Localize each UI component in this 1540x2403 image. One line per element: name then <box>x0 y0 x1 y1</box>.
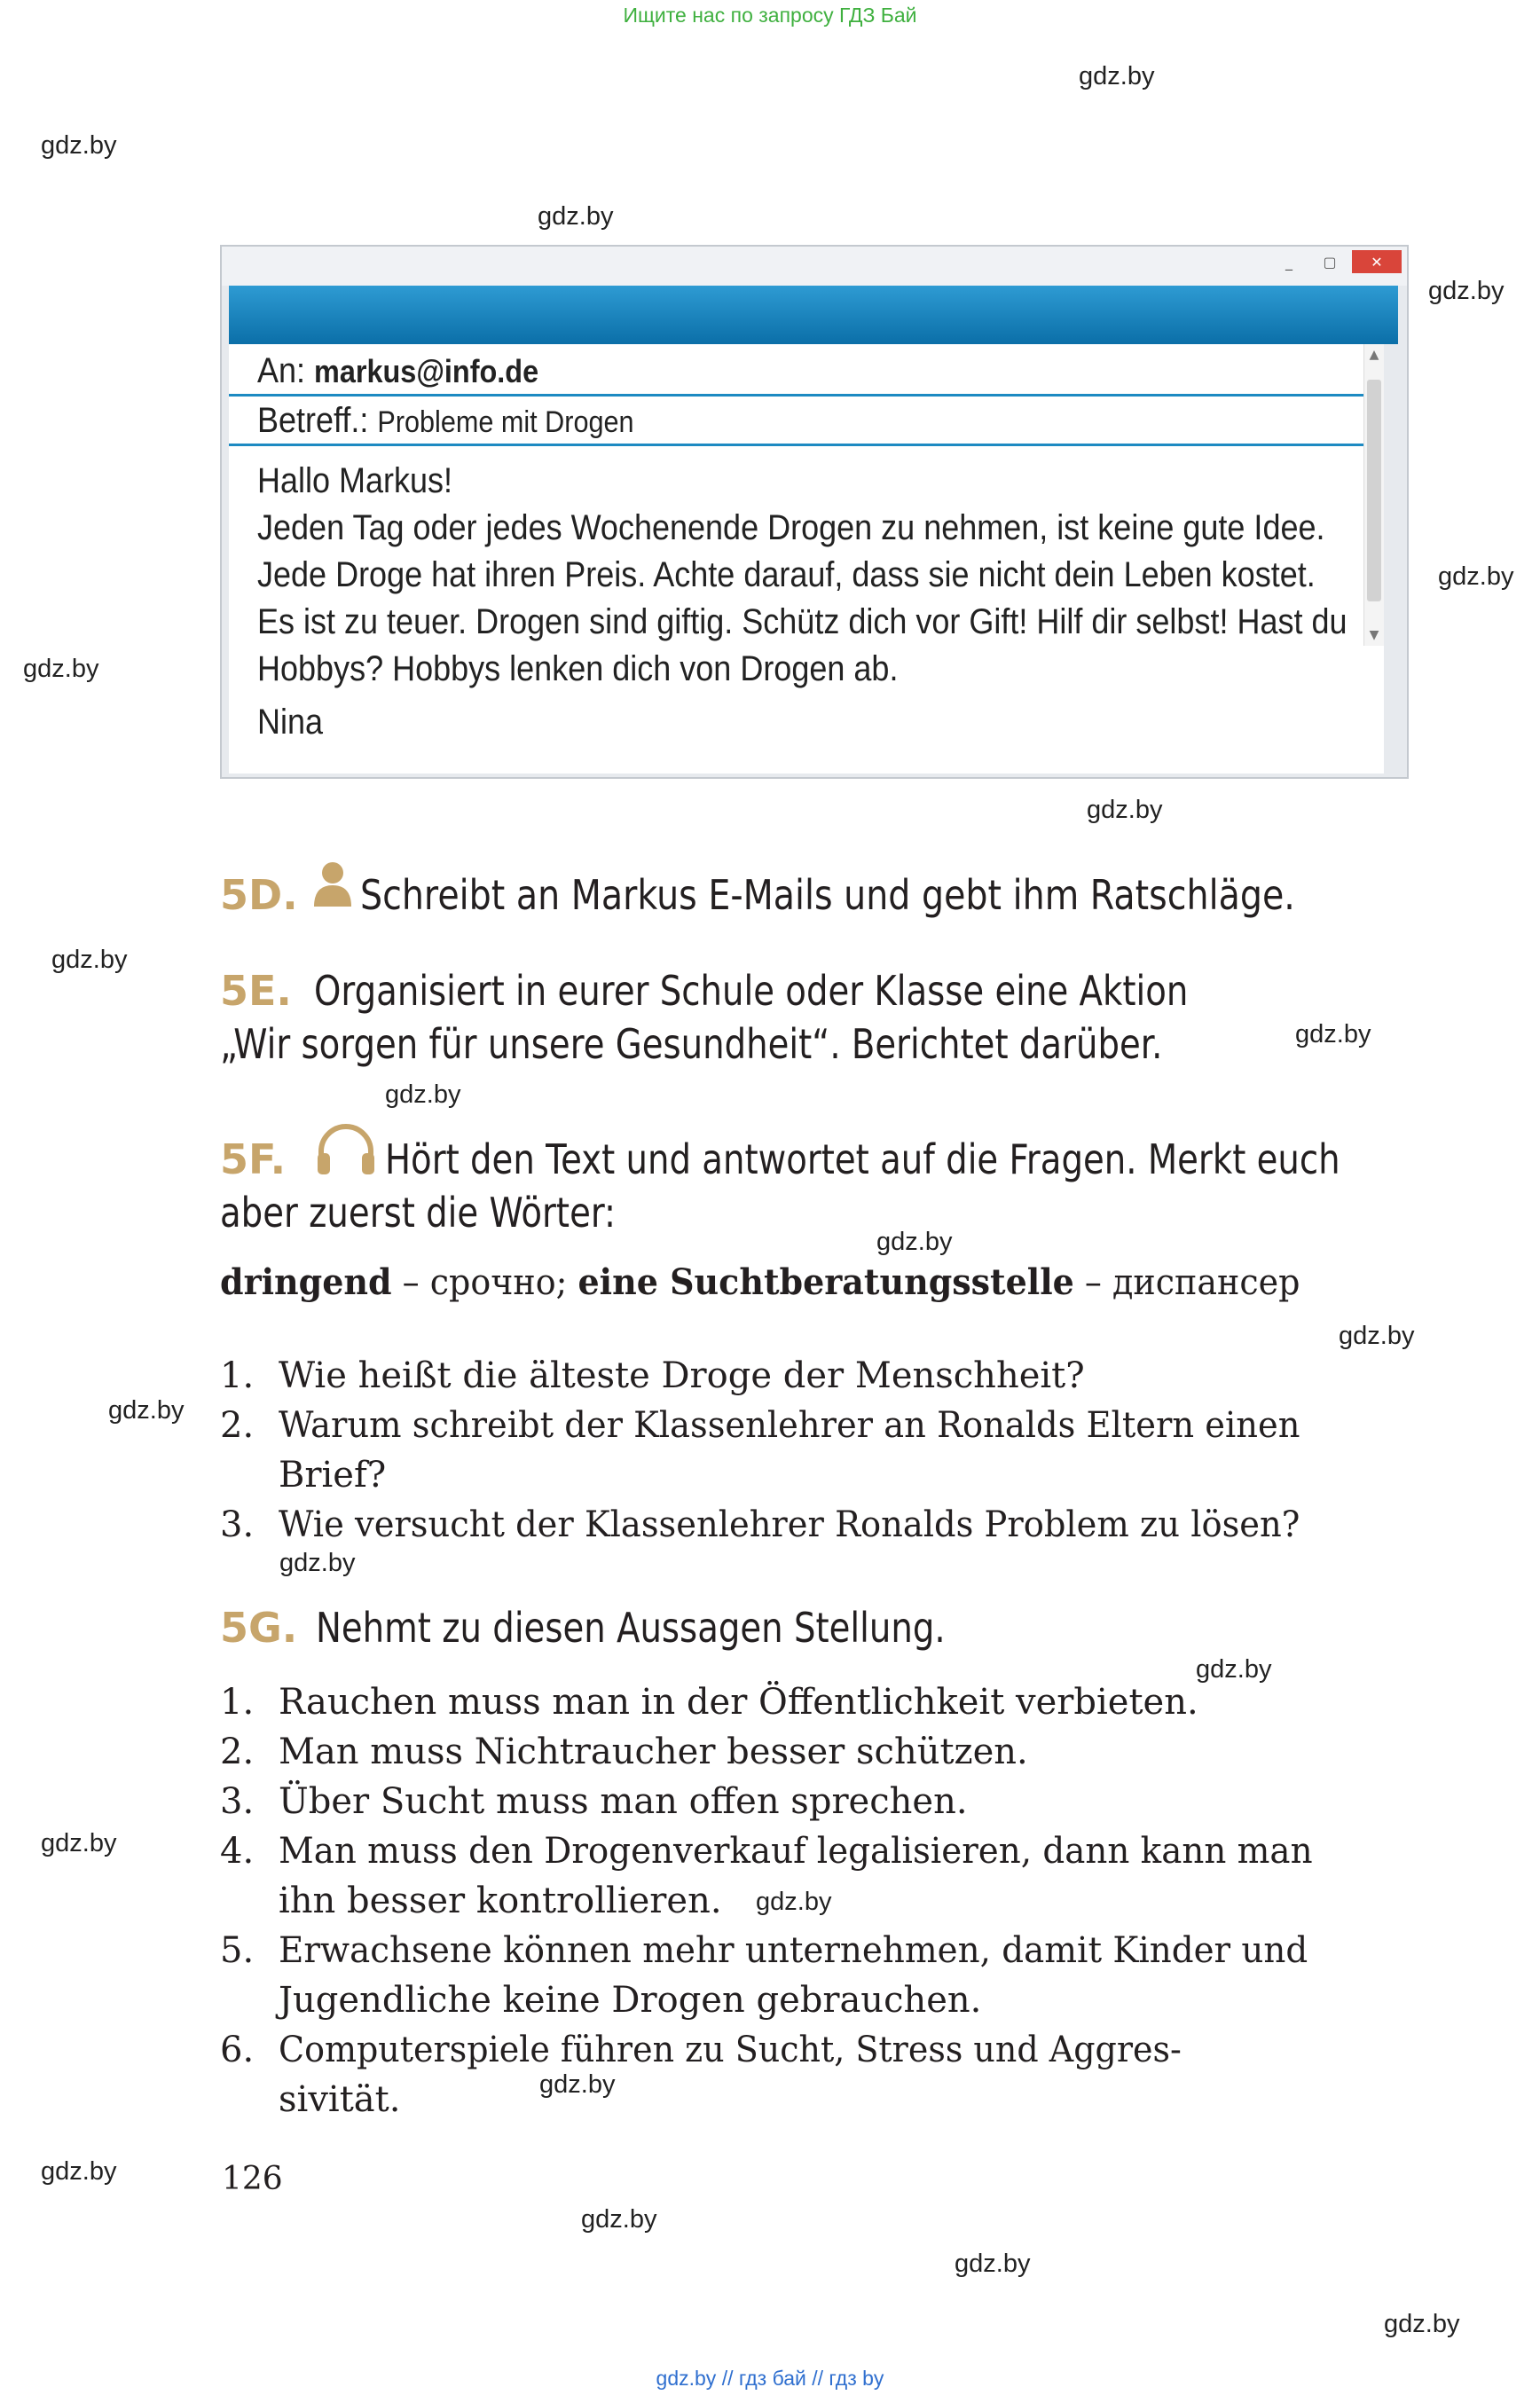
statement-line: Über Sucht muss man offen sprechen. <box>279 1781 968 1822</box>
list-number: 5. <box>220 1930 255 1971</box>
mail-signature: Nina <box>257 703 324 742</box>
watermark: gdz.by <box>1087 796 1163 824</box>
subject-value: Probleme mit Drogen <box>377 405 634 439</box>
page-number: 126 <box>222 2161 283 2197</box>
top-banner[interactable]: Ищите нас по запросу ГДЗ Бай <box>623 4 917 27</box>
watermark: gdz.by <box>756 1888 832 1916</box>
watermark: gdz.by <box>279 1549 356 1577</box>
subject-label: Betreff.: <box>257 401 369 440</box>
bottom-banner[interactable]: gdz.by // гдз бай // гдз by <box>656 2367 884 2390</box>
watermark: gdz.by <box>581 2205 657 2234</box>
exercise-5e-line: Organisiert in eurer Schule oder Klasse eine Aktion <box>314 967 1189 1015</box>
list-number: 1. <box>220 1682 255 1723</box>
list-number: 6. <box>220 2030 255 2070</box>
vocab-translation: – срочно; <box>391 1262 578 1303</box>
email-body[interactable] <box>229 344 1384 774</box>
scrollbar[interactable] <box>1363 344 1384 646</box>
list-number: 2. <box>220 1732 255 1772</box>
close-button[interactable]: ✕ <box>1352 250 1402 273</box>
watermark: gdz.by <box>539 2070 616 2099</box>
question-line: Warum schreibt der Klassenlehrer an Ronalds Eltern einen <box>279 1405 1300 1446</box>
mail-line: Hobbys? Hobbys lenken dich von Drogen ab. <box>257 649 899 688</box>
vocab-word: eine Suchtberatungsstelle <box>578 1261 1074 1303</box>
watermark: gdz.by <box>41 1829 117 1857</box>
scroll-up-icon[interactable]: ▲ <box>1369 348 1379 362</box>
watermark: gdz.by <box>51 946 128 974</box>
exercise-5g-text: Nehmt zu diesen Aussagen Stellung. <box>316 1604 946 1652</box>
watermark: gdz.by <box>538 202 614 231</box>
statement-line: sivität. <box>279 2079 401 2120</box>
vocabulary-line <box>220 1261 1300 1303</box>
exercise-5d-text: Schreibt an Markus E-Mails und gebt ihm Ratschläge. <box>360 871 1295 919</box>
statement-line: Rauchen muss man in der Öffentlichkeit verbieten. <box>279 1682 1198 1723</box>
watermark: gdz.by <box>23 655 99 683</box>
watermark: gdz.by <box>41 2157 117 2186</box>
statement-line: Man muss Nichtraucher besser schützen. <box>279 1732 1028 1772</box>
exercise-5f-number: 5F. <box>220 1135 287 1183</box>
statement-line: Computerspiele führen zu Sucht, Stress und Aggres- <box>279 2030 1182 2070</box>
watermark: gdz.by <box>1079 62 1155 90</box>
exercise-5f-line: Hört den Text und antwortet auf die Fragen. Merkt euch <box>385 1135 1340 1183</box>
email-header-band <box>229 286 1398 344</box>
email-window <box>220 245 1409 779</box>
statement-line: Erwachsene können mehr unternehmen, damit Kinder und <box>279 1930 1308 1971</box>
watermark: gdz.by <box>955 2250 1031 2278</box>
watermark: gdz.by <box>385 1080 461 1109</box>
headphones-icon <box>314 1119 378 1176</box>
watermark: gdz.by <box>41 131 117 160</box>
title-bar <box>222 247 1407 286</box>
watermark: gdz.by <box>1339 1322 1415 1350</box>
maximize-button[interactable]: ▢ <box>1323 253 1337 271</box>
mail-line: Jede Droge hat ihren Preis. Achte darauf, dass sie nicht dein Leben kostet. <box>257 555 1316 594</box>
list-number: 2. <box>220 1405 255 1446</box>
to-field[interactable] <box>229 344 1371 397</box>
watermark: gdz.by <box>1438 562 1514 591</box>
question-line: Wie heißt die älteste Droge der Menschheit? <box>279 1355 1085 1396</box>
question-line: Wie versucht der Klassenlehrer Ronalds Problem zu lösen? <box>279 1504 1300 1545</box>
exercise-5d-number: 5D. <box>220 871 298 919</box>
mail-line: Es ist zu teuer. Drogen sind giftig. Schütz dich vor Gift! Hilf dir selbst! Hast du <box>257 602 1348 641</box>
to-label: An: <box>257 351 306 390</box>
exercise-5e-line: „Wir sorgen für unsere Gesundheit“. Berichtet darüber. <box>220 1020 1163 1068</box>
watermark: gdz.by <box>1295 1020 1371 1048</box>
exercise-5g-number: 5G. <box>220 1604 298 1652</box>
subject-field[interactable] <box>229 394 1371 446</box>
question-line: Brief? <box>279 1455 387 1496</box>
minimize-button[interactable]: _ <box>1285 253 1292 271</box>
list-number: 3. <box>220 1504 255 1545</box>
person-icon <box>312 860 353 907</box>
mail-line: Hallo Markus! <box>257 461 453 500</box>
scroll-thumb[interactable] <box>1367 380 1381 601</box>
watermark: gdz.by <box>108 1396 185 1425</box>
scroll-down-icon[interactable]: ▼ <box>1369 628 1379 642</box>
watermark: gdz.by <box>1196 1655 1272 1684</box>
mail-line: Jeden Tag oder jedes Wochenende Drogen zu nehmen, ist keine gute Idee. <box>257 508 1325 547</box>
statement-line: ihn besser kontrollieren. <box>279 1881 722 1921</box>
exercise-5e-number: 5E. <box>220 967 292 1015</box>
watermark: gdz.by <box>1384 2310 1460 2338</box>
to-value: markus@info.de <box>314 353 539 389</box>
watermark: gdz.by <box>876 1228 953 1256</box>
watermark: gdz.by <box>1428 277 1505 305</box>
vocab-translation: – диспансер <box>1073 1262 1300 1303</box>
vocab-word: dringend <box>220 1261 392 1303</box>
statement-line: Jugendliche keine Drogen gebrauchen. <box>279 1980 982 2021</box>
list-number: 3. <box>220 1781 255 1822</box>
statement-line: Man muss den Drogenverkauf legalisieren, dann kann man <box>279 1831 1313 1872</box>
list-number: 1. <box>220 1355 255 1396</box>
exercise-5f-line: aber zuerst die Wörter: <box>220 1189 617 1237</box>
list-number: 4. <box>220 1831 255 1872</box>
